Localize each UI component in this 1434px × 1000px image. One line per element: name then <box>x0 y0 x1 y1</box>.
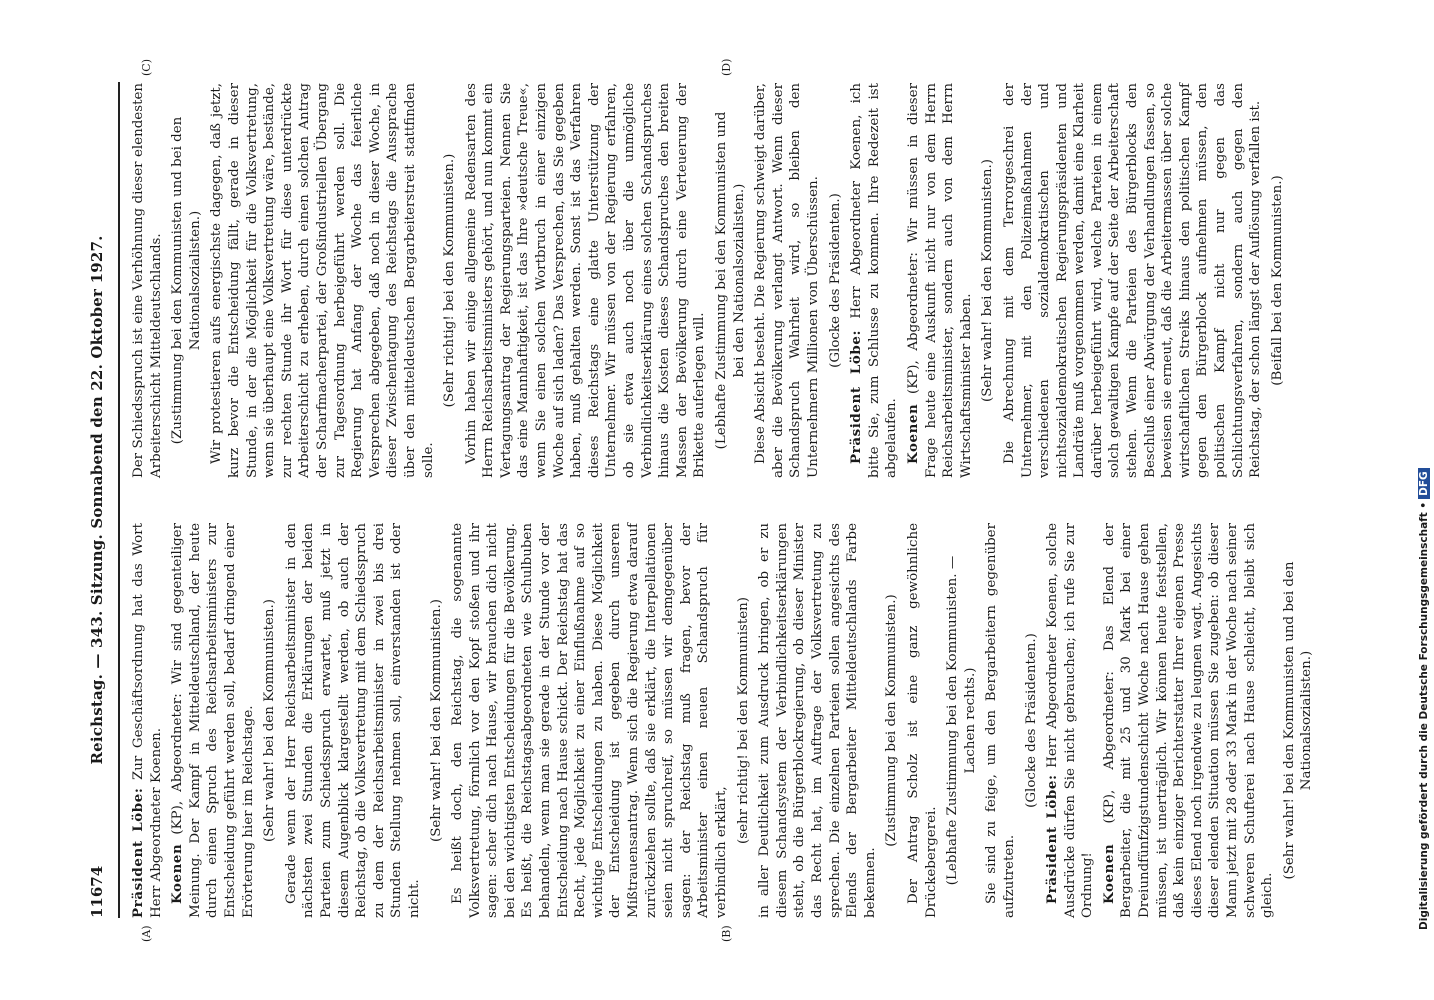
digitization-credit <box>1418 70 1430 930</box>
paragraph <box>463 83 709 478</box>
margin-letter-b: (B) <box>720 925 733 942</box>
paragraph-text: Vorhin haben wir einige allgemeine Redensarten des Herrn Reichsarbeitsministers gehört, und nun kommt ein Vertagungsantrag der Regierungsparteien. Nennen Sie das eine Mannhaftigkeit, ist das Ihre »deutsche Treue«, wenn Sie einen solchen Wortbruch in einer einzigen Woche auf sich laden? Das Versprechen, das Sie gegeben haben, muß gehalten werden. Sonst ist das Verfahren dieses Reichstags eine glatte Unterstützung der Unternehmer. Wir müssen von der Regierung erfahren, ob sie etwa auch noch über die unmögliche Verbindlichkeitserklärung eines solchen Schandspruches hinaus die Kosten dieses Schandspruches den breiten Massen der Bevölkerung durch eine Verteuerung der Brikette auferlegen will. <box>463 83 708 478</box>
paragraph <box>130 523 165 918</box>
margin-letter-d: (D) <box>720 58 733 76</box>
paragraph-text: Herr Abgeordneter Koenen, solche Ausdrücke dürfen Sie nicht gebrauchen; ich rufe Sie zur Ordnung! <box>1045 523 1096 918</box>
interjection <box>944 523 979 918</box>
paragraph-text: (KP), Abgeordneter: Wir müssen in dieser Frage heute eine Auskunft nicht nur von dem Herrn Reichsarbeitsminister, sondern auch von dem Herrn Wirtschaftsminister haben. <box>905 83 974 478</box>
paragraph-text: (Glocke des Präsidenten.) <box>1023 633 1039 808</box>
margin-letter-a: (A) <box>140 925 153 942</box>
paragraph-text: (Zustimmung bei den Kommunisten und bei den Nationalsozialisten.) <box>170 116 203 445</box>
paragraph <box>905 523 940 918</box>
paragraph-text: (Sehr wahr! bei den Kommunisten.) <box>262 598 278 843</box>
credit-text: Digitalisierung gefördert durch die Deutsche Forschungsgemeinschaft • <box>1418 501 1430 930</box>
paragraph <box>848 83 901 478</box>
paragraph <box>130 83 165 478</box>
speaker-name: Präsident Löbe: <box>848 329 865 464</box>
speaker-name: Präsident Löbe: <box>1044 774 1061 904</box>
page-header <box>88 82 110 918</box>
paragraph-text: Wir protestieren aufs energischste dagegen, daß jetzt, kurz bevor die Entscheidung fällt, gerade in dieser Stunde, in der die Möglichkeit für die Volksvertretung, wenn sie überhaupt eine Volksvertretung wäre, bestände, zur rechten Stunde ihr Wort für diese unterdrückte Arbeiterschicht zu erheben, durch einen solchen Antrag der Scharfmacherpartei, der Großindustriellen Übergang zur Tagesordnung herbeigeführt werden soll. Die Regierung hat Anfang der Woche das feierliche Versprechen abgegeben, daß noch in dieser Woche, in dieser Zwischentagung des Reichstags die Aussprache über den mitteldeutschen Bergarbeiterstreit stattfinden solle. <box>209 83 436 478</box>
paragraph-text: Es heißt doch, den Reichstag, die sogenannte Volksvertretung, förmlich vor den Kopf stoßen und ihr sagen: scher dich nach Hause, wir brauchen dich nicht bei den wichtigsten Entscheidungen für die Bevölkerung. Es heißt, die Reichstagsabgeordneten wie Schulbuben behandeln, wenn man sie gerade in der Stunde vor der Entscheidung nach Hause schickt. Der Reichstag hat das Recht, jede Möglichkeit zu einer Einflußnahme auf so wichtige Entscheidungen zu haben. Diese Möglichkeit der Entscheidung ist gegeben durch unseren Mißtrauensantrag. Wenn sich die Regierung etwa darauf zurückziehen sollte, daß sie erklärt, die Interpellationen seien nicht spruchreif, so müssen wir demgegenüber sagen: der Reichstag muß fragen, bevor der Arbeitsminister einen neuen Schandspruch für verbindlich erklärt, <box>450 523 729 918</box>
paragraph-text: (Sehr wahr! bei den Kommunisten.) <box>980 158 996 403</box>
paragraph-text: Die Abrechnung mit dem Terrorgeschrei der Unternehmer, mit den Polizeimaßnahmen der verschiedenen sozialdemokratischen und nichtsozialdemokratischen Regierungspräsidenten und Landräte muß vorgenommen werden, damit eine Klarheit darüber herbeigeführt wird, welche Parteien in einem solch gewaltigen Kampfe auf der Seite der Arbeiterschaft stehen. Wenn die Parteien des Bürgerblocks den Beschluß einer Abwürgung der Verhandlungen fassen, so beweisen sie erneut, daß die Arbeitermassen über solche wirtschaftlichen Streiks hinaus den politischen Kampf gegen den Bürgerblock aufnehmen müssen, den politischen Kampf nicht nur gegen das Schlichtungsverfahren, sondern auch gegen den Reichstag, der schon längst der Auflösung verfallen ist. <box>1001 83 1264 478</box>
paragraph-text: Zur Geschäftsordnung hat das Wort Herr Abgeordneter Koenen. <box>131 523 164 918</box>
paragraph <box>983 523 1018 918</box>
paragraph-text: (Lebhafte Zustimmung bei den Kommunisten und bei den Nationalsozialisten.) <box>714 111 747 450</box>
paragraph <box>169 523 257 918</box>
speaker-name: Koenen <box>1100 843 1117 904</box>
paragraph-text: in aller Deutlichkeit zum Ausdruck bringen, ob er zu diesem Schandsystem der Verbindlichkeitserklärungen steht, ob die Bürgerblockregierung, ob dieser Minister das Recht hat, im Auftrage der Volksvertretung zu sprechen. Die einzelnen Parteien sollen angesichts des Elends der Bergarbeiter Mitteldeutschlands Farbe bekennen. <box>757 523 878 918</box>
left-column <box>130 523 1320 918</box>
paragraph <box>1001 83 1265 478</box>
paragraph <box>752 83 822 478</box>
paragraph-text: Der Schiedsspruch ist eine Verhöhnung dieser elendesten Arbeiterschicht Mitteldeutschlands. <box>131 83 164 478</box>
interjection <box>1023 523 1041 918</box>
paragraph-text: Sie sind zu feige, um den Bergarbeitern gegenüber aufzutreten. <box>984 523 1017 918</box>
paragraph <box>283 523 424 918</box>
paragraph-text: (Lebhafte Zustimmung bei den Kommunisten. — Lachen rechts.) <box>945 555 978 886</box>
paragraph <box>1101 523 1277 918</box>
paragraph-text: (sehr richtig! bei den Kommunisten) <box>735 596 751 845</box>
paragraph-text: (Beifall bei den Kommunisten.) <box>1269 175 1285 386</box>
speaker-name: Präsident Löbe: <box>130 787 146 918</box>
right-column <box>130 83 1290 478</box>
paragraph-text: Der Antrag Scholz ist eine ganz gewöhnliche Drückebergerei. <box>905 523 939 918</box>
header-rule <box>118 82 120 918</box>
interjection <box>883 523 901 918</box>
interjection <box>428 523 446 918</box>
dfg-logo: DFG <box>1418 468 1430 499</box>
paragraph <box>449 523 731 918</box>
paragraph-text: (Zustimmung bei den Kommunisten.) <box>884 594 900 847</box>
interjection <box>713 83 748 478</box>
interjection <box>441 83 459 478</box>
paragraph-text: (Glocke des Präsidenten.) <box>827 193 843 368</box>
paragraph <box>756 523 879 918</box>
page-number: 11674 <box>88 865 106 918</box>
paragraph-text: (Sehr wahr! bei den Kommunisten.) <box>428 598 444 843</box>
paragraph-text: (Sehr wahr! bei den Kommunisten und bei den Nationalsozialisten.) <box>1281 561 1315 880</box>
interjection <box>827 83 845 478</box>
paragraph <box>1044 523 1097 918</box>
interjection <box>1281 523 1316 918</box>
speaker-name: Koenen <box>904 403 921 464</box>
interjection <box>979 83 997 478</box>
interjection <box>1269 83 1287 478</box>
paragraph-text: Gerade wenn der Herr Reichsarbeitsminister in den nächsten zwei Stunden die Erklärungen der beiden Parteien zum Schiedsspruch erwartet, muß jetzt in diesem Augenblick klargestellt werden, ob auch der Reichstag, ob die Volksvertretung mit dem Schiedsspruch zu dem der Reichsarbeitsminister in zwei bis drei Stunden Stellung nehmen soll, einverstanden ist oder nicht. <box>283 523 422 918</box>
paragraph-text: Diese Absicht besteht. Die Regierung schweigt darüber, aber die Bevölkerung verlangt Antwort. Wenn dieser Schandspruch Wahrheit wird, so bleiben den Unternehmern Millionen von Überschüssen. <box>753 83 821 478</box>
paragraph-text: (KP), Abgeordneter: Das Elend der Bergarbeiter, die mit 25 und 30 Mark bei einer Dreiundfünfzigstundenschicht Woche nach Hause gehen müssen, ist unerträglich. Wir können heute feststellen, daß kein einziger Berichterstatter Ihrer eigenen Presse dieses Elend noch irgendwie zu leugnen wagt. Angesichts dieser elenden Situation müssen Sie zugeben: ob dieser Mann jetzt mit 28 oder 33 Mark in der Woche nach seiner schweren Schufterei nach Hause schleicht, bleibt sich gleich. <box>1101 523 1276 918</box>
page-title: Reichstag. — 343. Sitzung. Sonnabend den 22. Oktober 1927. <box>88 235 106 765</box>
paragraph-text: Herr Abgeordneter Koenen, ich bitte Sie, zum Schlusse zu kommen. Ihre Redezeit ist abgelaufen. <box>849 83 900 478</box>
paragraph <box>905 83 975 478</box>
interjection <box>169 83 204 478</box>
speaker-name: Koenen <box>169 843 186 904</box>
margin-letter-c: (C) <box>140 59 153 76</box>
interjection <box>261 523 279 918</box>
paragraph-text: (KP), Abgeordneter: Wir sind gegenteiliger Meinung. Der Kampf in Mitteldeutschland, der heute durch einen Spruch des Reichsarbeitsministers zur Entscheidung geführt werden soll, bedarf dringend einer Erörterung hier im Reichstage. <box>170 523 256 918</box>
interjection <box>735 523 753 918</box>
paragraph <box>208 83 437 478</box>
paragraph-text: (Sehr richtig! bei den Kommunisten.) <box>442 153 458 408</box>
